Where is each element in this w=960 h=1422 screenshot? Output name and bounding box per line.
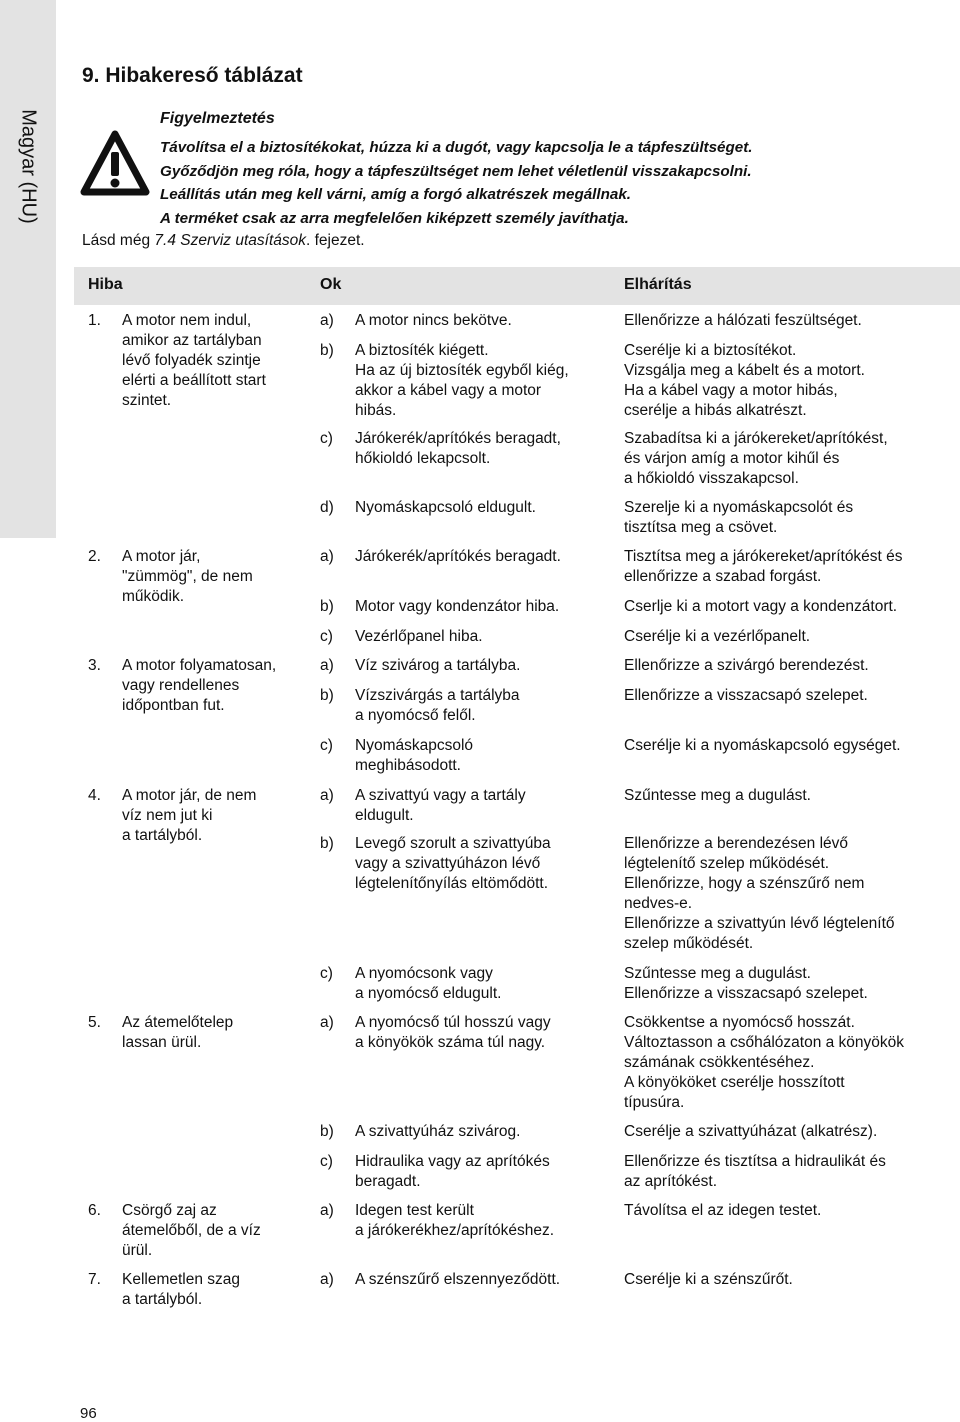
remedy-description: Szűntesse meg a dugulást. (624, 787, 811, 804)
cause-description: Idegen test került a járókerékhez/aprítókéshez. (355, 1202, 555, 1239)
header-cause: Ok (320, 276, 342, 293)
remedy-description: Szűntesse meg a dugulást. Ellenőrizze a visszacsapó szelepet. (624, 965, 868, 1002)
cause-letter: b) (320, 687, 334, 704)
see-also-prefix: Lásd még (82, 232, 155, 249)
cause-letter: a) (320, 548, 334, 565)
fault-number: 5. (88, 1014, 101, 1031)
remedy-description: Cserélje ki a nyomáskapcsoló egységet. (624, 737, 901, 754)
cause-description: A szivattyú vagy a tartály eldugult. (355, 787, 526, 824)
remedy-description: Ellenőrizze a visszacsapó szelepet. (624, 687, 868, 704)
fault-number: 7. (88, 1271, 101, 1288)
fault-description: A motor folyamatosan, vagy rendellenes időpontban fut. (122, 657, 277, 714)
cause-description: Motor vagy kondenzátor hiba. (355, 598, 560, 615)
cause-description: A szénszűrő elszennyeződött. (355, 1271, 561, 1288)
fault-description: Csörgő zaj az átemelőből, de a víz ürül. (122, 1202, 261, 1259)
cause-letter: c) (320, 965, 333, 982)
cause-letter: c) (320, 1153, 333, 1170)
cause-letter: a) (320, 657, 334, 674)
cause-letter: b) (320, 1123, 334, 1140)
language-side-tab (0, 0, 56, 538)
cause-letter: c) (320, 430, 333, 447)
fault-number: 6. (88, 1202, 101, 1219)
warning-line: Leállítás után meg kell várni, amíg a forgó alkatrészek megállnak. (160, 186, 631, 203)
warning-icon (80, 130, 150, 196)
remedy-description: Cserélje ki a vezérlőpanelt. (624, 628, 811, 645)
header-remedy: Elhárítás (624, 276, 692, 293)
fault-number: 2. (88, 548, 101, 565)
fault-description: A motor nem indul, amikor az tartályban lévő folyadék szintje elérti a beállított start szintet. (122, 312, 266, 409)
page-number: 96 (80, 1405, 97, 1422)
cause-description: Víz szivárog a tartályba. (355, 657, 521, 674)
fault-description: A motor jár, de nem víz nem jut ki a tartályból. (122, 787, 257, 844)
cause-letter: a) (320, 312, 334, 329)
remedy-description: Cserélje a szivattyúházat (alkatrész). (624, 1123, 878, 1140)
fault-description: Az átemelőtelep lassan ürül. (122, 1014, 234, 1051)
cause-letter: a) (320, 1271, 334, 1288)
remedy-description: Ellenőrizze a berendezésen lévő légtelenítő szelep működését. Ellenőrizze, hogy a szénszűrő nem nedves-e. Ellenőrizze a szivattyún lévő légtelenítő szelep működését. (624, 835, 895, 952)
cause-description: Járókerék/aprítókés beragadt, hőkioldó lekapcsolt. (355, 430, 561, 467)
cause-description: Nyomáskapcsoló eldugult. (355, 499, 536, 516)
cause-letter: b) (320, 598, 334, 615)
cause-letter: a) (320, 1014, 334, 1031)
remedy-description: Cserlje ki a motort vagy a kondenzátort. (624, 598, 898, 615)
fault-description: Kellemetlen szag a tartályból. (122, 1271, 241, 1308)
cause-description: A szivattyúház szivárog. (355, 1123, 521, 1140)
cause-description: A nyomócsonk vagy a nyomócső eldugult. (355, 965, 502, 1002)
remedy-description: Cserélje ki a biztosítékot. Vizsgálja meg a kábelt és a motort. Ha a kábel vagy a motor hibás, cserélje a hibás alkatrészt. (624, 342, 865, 419)
cause-letter: a) (320, 787, 334, 804)
table-header (74, 267, 960, 305)
cause-description: Vízszivárgás a tartályba a nyomócső felől. (355, 687, 520, 724)
cause-description: A motor nincs bekötve. (355, 312, 512, 329)
remedy-description: Csökkentse a nyomócső hosszát. Változtasson a csőhálózaton a könyökök számának csökkentéséhez. A könyököket cserélje hosszított típusúra. (624, 1014, 905, 1111)
cause-letter: c) (320, 628, 333, 645)
cause-letter: b) (320, 342, 334, 359)
see-also-reference: 7.4 Szerviz utasítások (154, 232, 307, 249)
cause-description: A nyomócső túl hosszú vagy a könyökök száma túl nagy. (355, 1014, 551, 1051)
cause-letter: c) (320, 737, 333, 754)
header-fault: Hiba (88, 276, 123, 293)
warning-line: Távolítsa el a biztosítékokat, húzza ki a dugót, vagy kapcsolja le a tápfeszültséget. (160, 139, 753, 156)
warning-line: A terméket csak az arra megfelelően kiképzett személy javíthatja. (160, 209, 629, 227)
see-also-suffix: . fejezet. (306, 232, 365, 249)
warning-text (160, 136, 753, 230)
remedy-description: Ellenőrizze a szivárgó berendezést. (624, 657, 869, 674)
cause-description: A biztosíték kiégett. Ha az új biztosíték egyből kiég, akkor a kábel vagy a motor hibás. (355, 342, 569, 419)
remedy-description: Ellenőrizze a hálózati feszültséget. (624, 312, 862, 329)
language-label: Magyar (HU) (17, 109, 40, 224)
cause-description: Vezérlőpanel hiba. (355, 628, 483, 645)
fault-number: 3. (88, 657, 101, 674)
remedy-description: Szabadítsa ki a járókereket/aprítókést, és várjon amíg a motor kihűl és a hőkioldó visszakapcsol. (624, 430, 888, 487)
remedy-description: Tisztítsa meg a járókereket/aprítókést és ellenőrizze a szabad forgást. (624, 548, 903, 585)
warning-heading: Figyelmeztetés (160, 110, 275, 127)
see-also-note (82, 232, 365, 250)
cause-description: Nyomáskapcsoló meghibásodott. (355, 737, 474, 774)
page-title: 9. Hibakereső táblázat (82, 64, 303, 87)
remedy-description: Szerelje ki a nyomáskapcsolót és tisztítsa meg a csövet. (624, 499, 854, 536)
cause-letter: d) (320, 499, 334, 516)
warning-line: Győződjön meg róla, hogy a tápfeszültséget nem lehet véletlenül visszakapcsolni. (160, 162, 752, 180)
cause-letter: a) (320, 1202, 334, 1219)
fault-number: 1. (88, 312, 101, 329)
remedy-description: Ellenőrizze és tisztítsa a hidraulikát és az aprítókést. (624, 1153, 886, 1190)
cause-description: Járókerék/aprítókés beragadt. (355, 548, 561, 565)
fault-number: 4. (88, 787, 101, 804)
fault-description: A motor jár, "zümmög", de nem működik. (122, 548, 253, 605)
cause-description: Hidraulika vagy az aprítókés beragadt. (355, 1153, 550, 1190)
remedy-description: Cserélje ki a szénszűrőt. (624, 1271, 793, 1288)
cause-description: Levegő szorult a szivattyúba vagy a szivattyúházon lévő légtelenítőnyílás eltömődött. (355, 835, 551, 892)
cause-letter: b) (320, 835, 334, 852)
remedy-description: Távolítsa el az idegen testet. (624, 1202, 822, 1219)
